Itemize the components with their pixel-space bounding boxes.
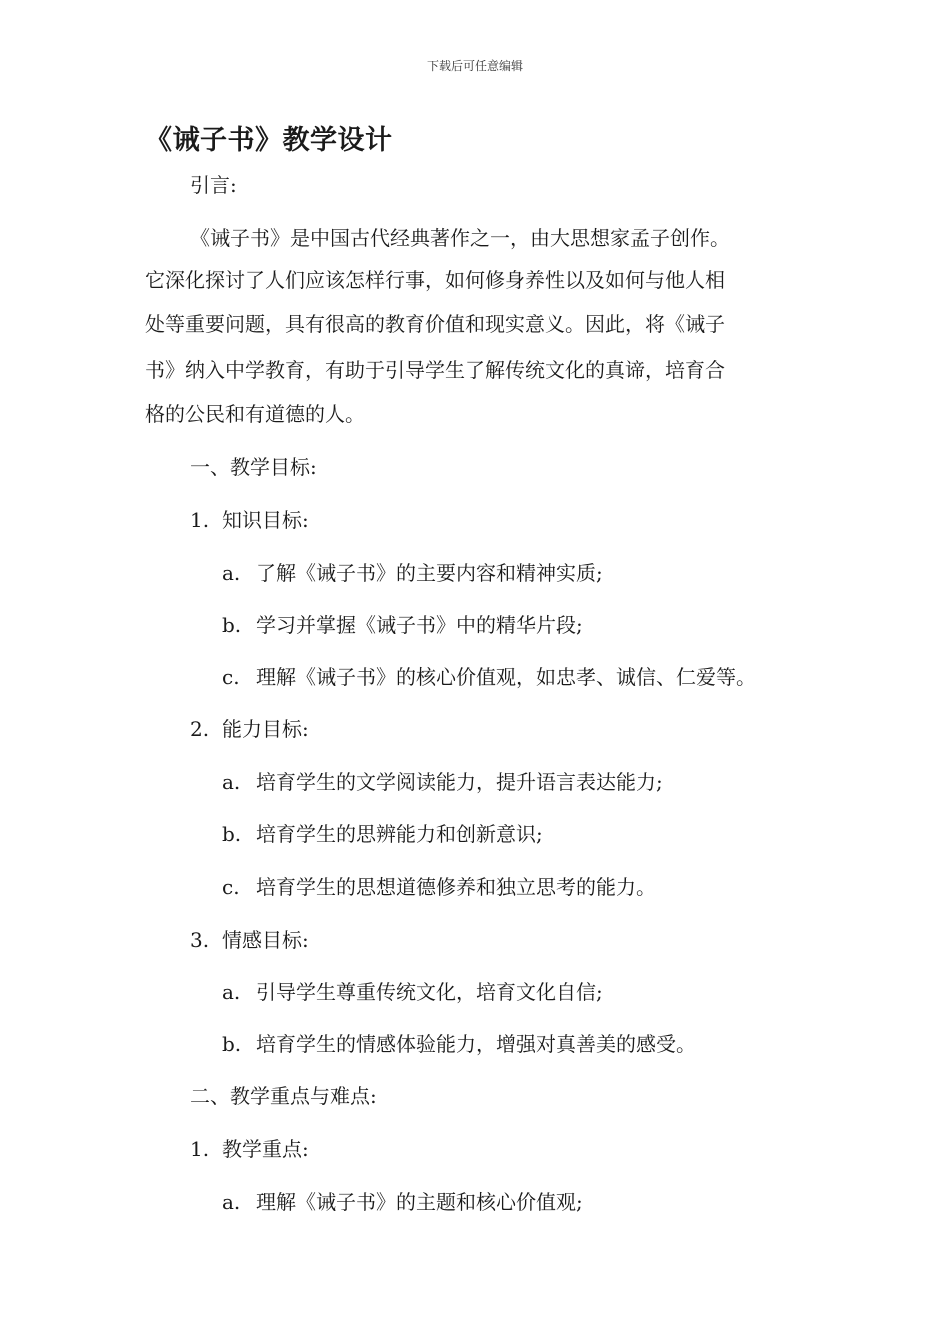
- objective-group-heading: [190, 507, 309, 533]
- objective-group-heading: [190, 927, 309, 953]
- item-letter: a.: [222, 1190, 241, 1214]
- objective-group-heading: [190, 1136, 309, 1162]
- list-item: [222, 1189, 583, 1215]
- item-letter: a.: [222, 980, 241, 1004]
- item-letter: a.: [222, 770, 241, 794]
- item-text: 培育学生的思想道德修养和独立思考的能力。: [256, 875, 656, 899]
- item-text: 学习并掌握《诫子书》中的精华片段;: [256, 613, 583, 637]
- intro-line: 《诫子书》是中国古代经典著作之一，由大思想家孟子创作。: [190, 226, 730, 250]
- item-letter: c.: [222, 875, 240, 899]
- list-number: 3.: [190, 928, 210, 952]
- item-text: 了解《诫子书》的主要内容和精神实质;: [256, 561, 603, 585]
- list-number: 1.: [190, 508, 210, 532]
- intro-line: 格的公民和有道德的人。: [145, 402, 365, 426]
- item-text: 培育学生的情感体验能力，增强对真善美的感受。: [256, 1032, 696, 1056]
- list-label: 知识目标:: [222, 508, 309, 532]
- list-item: [222, 1031, 696, 1057]
- list-label: 情感目标:: [222, 928, 309, 952]
- list-item: [222, 979, 603, 1005]
- list-number: 2.: [190, 717, 210, 741]
- list-item: [222, 612, 583, 638]
- item-text: 培育学生的文学阅读能力，提升语言表达能力;: [256, 770, 663, 794]
- item-text: 理解《诫子书》的核心价值观，如忠孝、诚信、仁爱等。: [256, 665, 756, 689]
- item-letter: b.: [222, 1032, 242, 1056]
- section-heading: 二、教学重点与难点:: [190, 1084, 377, 1108]
- item-text: 引导学生尊重传统文化，培育文化自信;: [256, 980, 603, 1004]
- item-letter: b.: [222, 613, 242, 637]
- section-heading: 一、教学目标:: [190, 455, 317, 479]
- document-title: 《诫子书》教学设计: [145, 125, 393, 156]
- header-note: 下载后可任意编辑: [426, 59, 523, 73]
- intro-line: 它深化探讨了人们应该怎样行事，如何修身养性以及如何与他人相: [145, 268, 725, 292]
- list-item: [222, 560, 603, 586]
- list-item: [222, 821, 543, 847]
- objective-group-heading: [190, 716, 309, 742]
- list-item: [222, 874, 656, 900]
- intro-line: 处等重要问题，具有很高的教育价值和现实意义。因此，将《诫子: [145, 312, 725, 336]
- list-label: 能力目标:: [222, 717, 309, 741]
- list-item: [222, 664, 756, 690]
- intro-line: 书》纳入中学教育，有助于引导学生了解传统文化的真谛，培育合: [145, 358, 725, 382]
- item-letter: a.: [222, 561, 241, 585]
- item-letter: c.: [222, 665, 240, 689]
- list-label: 教学重点:: [222, 1137, 309, 1161]
- item-text: 理解《诫子书》的主题和核心价值观;: [256, 1190, 583, 1214]
- list-number: 1.: [190, 1137, 210, 1161]
- list-item: [222, 769, 663, 795]
- item-letter: b.: [222, 822, 242, 846]
- item-text: 培育学生的思辨能力和创新意识;: [256, 822, 543, 846]
- intro-label: 引言:: [190, 173, 237, 197]
